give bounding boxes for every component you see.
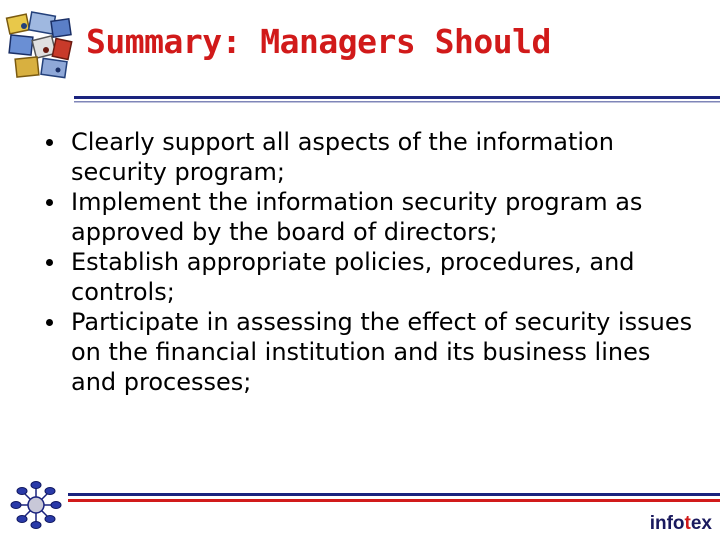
title-divider (74, 96, 720, 104)
bullet-dot (46, 259, 53, 266)
brand-text-accent: t (684, 513, 691, 534)
bullet-dot (46, 139, 53, 146)
bullet-dot (46, 199, 53, 206)
bullet-list (42, 127, 702, 397)
bullet-text: Participate in assessing the effect of security issues on the financial institution and its business lines and processes; (71, 308, 693, 396)
list-item (42, 307, 702, 397)
brand-text-1: info (649, 513, 685, 534)
brand-text-2: ex (690, 513, 712, 534)
bullet-text: Implement the information security program as approved by the board of directors; (71, 188, 643, 246)
brand-wordmark (650, 513, 712, 535)
puzzle-pieces-logo-icon (4, 10, 74, 82)
network-hub-icon (10, 479, 62, 531)
slide-title: Summary: Managers Should (86, 22, 551, 61)
bullet-dot (46, 319, 53, 326)
footer-divider (68, 493, 720, 505)
bullet-text: Clearly support all aspects of the information security program; (71, 128, 614, 186)
list-item (42, 127, 702, 187)
list-item (42, 187, 702, 247)
list-item (42, 247, 702, 307)
bullet-text: Establish appropriate policies, procedures, and controls; (71, 248, 635, 306)
